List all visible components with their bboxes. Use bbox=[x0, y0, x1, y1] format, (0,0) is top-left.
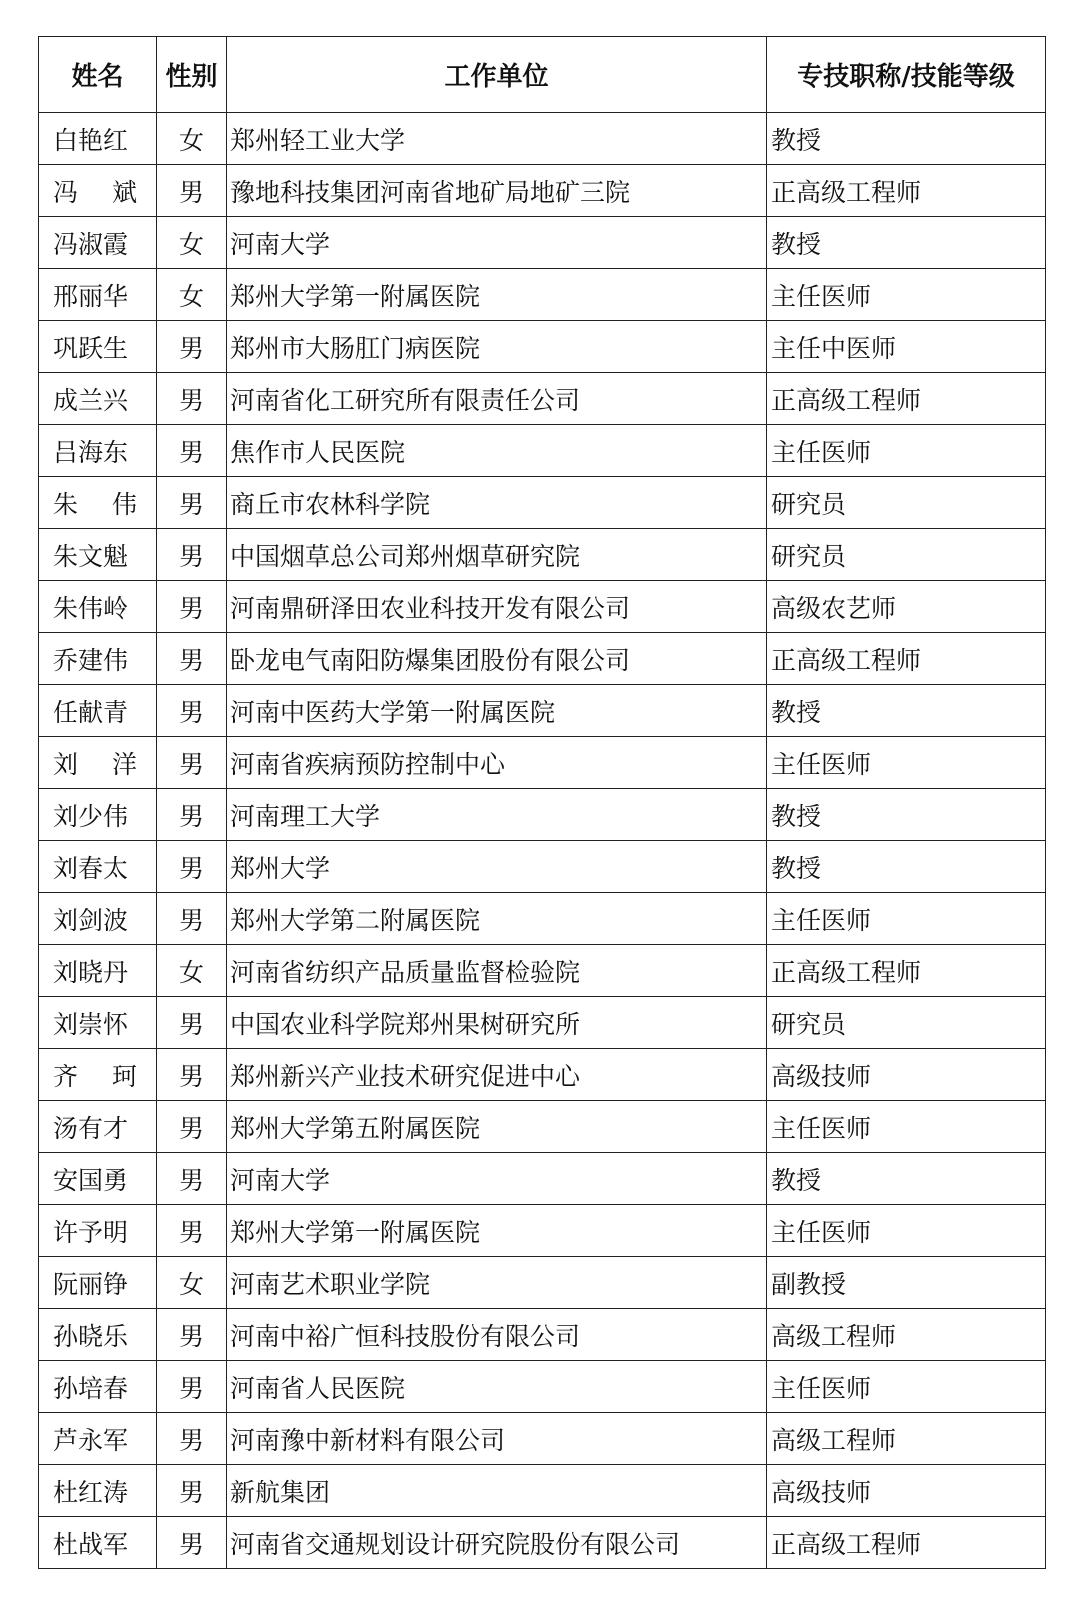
person-name: 刘剑波 bbox=[53, 905, 129, 935]
work-unit-cell: 郑州市大肠肛门病医院 bbox=[227, 321, 767, 373]
professional-title-cell: 正高级工程师 bbox=[767, 1517, 1046, 1569]
professional-title-cell: 高级技师 bbox=[767, 1465, 1046, 1517]
professional-title-cell: 主任医师 bbox=[767, 1101, 1046, 1153]
table-row bbox=[39, 373, 1046, 425]
table-row bbox=[39, 1101, 1046, 1153]
name-cell bbox=[39, 633, 157, 685]
name-cell bbox=[39, 841, 157, 893]
gender-cell: 男 bbox=[157, 1465, 227, 1517]
professional-title-cell: 研究员 bbox=[767, 529, 1046, 581]
table-row bbox=[39, 945, 1046, 997]
name-cell bbox=[39, 789, 157, 841]
person-name: 芦永军 bbox=[53, 1425, 129, 1455]
roster-table bbox=[38, 36, 1046, 1569]
gender-cell: 女 bbox=[157, 217, 227, 269]
work-unit-cell: 河南大学 bbox=[227, 217, 767, 269]
name-cell bbox=[39, 1049, 157, 1101]
person-name: 冯 斌 bbox=[53, 177, 137, 207]
person-name: 白艳红 bbox=[53, 125, 129, 155]
professional-title-cell: 高级技师 bbox=[767, 1049, 1046, 1101]
name-cell bbox=[39, 581, 157, 633]
name-cell bbox=[39, 945, 157, 997]
person-name: 许予明 bbox=[53, 1217, 129, 1247]
name-cell bbox=[39, 893, 157, 945]
professional-title-cell: 高级农艺师 bbox=[767, 581, 1046, 633]
name-cell bbox=[39, 165, 157, 217]
person-name: 朱 伟 bbox=[53, 489, 137, 519]
work-unit-cell: 河南大学 bbox=[227, 1153, 767, 1205]
gender-cell: 男 bbox=[157, 529, 227, 581]
professional-title-cell: 主任医师 bbox=[767, 269, 1046, 321]
gender-cell: 女 bbox=[157, 269, 227, 321]
table-row bbox=[39, 1309, 1046, 1361]
gender-cell: 男 bbox=[157, 685, 227, 737]
person-name: 齐 珂 bbox=[53, 1061, 137, 1091]
work-unit-cell: 河南豫中新材料有限公司 bbox=[227, 1413, 767, 1465]
header-name: 姓名 bbox=[39, 37, 157, 113]
person-name: 冯淑霞 bbox=[53, 229, 129, 259]
gender-cell: 男 bbox=[157, 477, 227, 529]
gender-cell: 男 bbox=[157, 997, 227, 1049]
professional-title-cell: 教授 bbox=[767, 113, 1046, 165]
professional-title-cell: 教授 bbox=[767, 789, 1046, 841]
work-unit-cell: 郑州大学第一附属医院 bbox=[227, 1205, 767, 1257]
professional-title-cell: 副教授 bbox=[767, 1257, 1046, 1309]
table-row bbox=[39, 1205, 1046, 1257]
professional-title-cell: 正高级工程师 bbox=[767, 633, 1046, 685]
work-unit-cell: 河南省交通规划设计研究院股份有限公司 bbox=[227, 1517, 767, 1569]
professional-title-cell: 教授 bbox=[767, 841, 1046, 893]
person-name: 巩跃生 bbox=[53, 333, 129, 363]
gender-cell: 男 bbox=[157, 373, 227, 425]
table-row bbox=[39, 269, 1046, 321]
person-name: 阮丽铮 bbox=[53, 1269, 129, 1299]
professional-title-cell: 教授 bbox=[767, 217, 1046, 269]
work-unit-cell: 郑州大学 bbox=[227, 841, 767, 893]
gender-cell: 男 bbox=[157, 737, 227, 789]
work-unit-cell: 河南省纺织产品质量监督检验院 bbox=[227, 945, 767, 997]
professional-title-cell: 教授 bbox=[767, 685, 1046, 737]
person-name: 乔建伟 bbox=[53, 645, 129, 675]
name-cell bbox=[39, 425, 157, 477]
gender-cell: 男 bbox=[157, 321, 227, 373]
work-unit-cell: 中国烟草总公司郑州烟草研究院 bbox=[227, 529, 767, 581]
name-cell bbox=[39, 373, 157, 425]
person-name: 刘崇怀 bbox=[53, 1009, 129, 1039]
table-row bbox=[39, 685, 1046, 737]
person-name: 杜战军 bbox=[53, 1529, 129, 1559]
table-row bbox=[39, 893, 1046, 945]
table-body bbox=[39, 113, 1046, 1569]
header-work-unit: 工作单位 bbox=[227, 37, 767, 113]
work-unit-cell: 郑州轻工业大学 bbox=[227, 113, 767, 165]
work-unit-cell: 豫地科技集团河南省地矿局地矿三院 bbox=[227, 165, 767, 217]
work-unit-cell: 河南省疾病预防控制中心 bbox=[227, 737, 767, 789]
work-unit-cell: 郑州大学第一附属医院 bbox=[227, 269, 767, 321]
professional-title-cell: 研究员 bbox=[767, 997, 1046, 1049]
person-name: 汤有才 bbox=[53, 1113, 129, 1143]
person-name: 孙培春 bbox=[53, 1373, 129, 1403]
work-unit-cell: 河南省化工研究所有限责任公司 bbox=[227, 373, 767, 425]
person-name: 成兰兴 bbox=[53, 385, 129, 415]
name-cell bbox=[39, 997, 157, 1049]
name-cell bbox=[39, 269, 157, 321]
gender-cell: 女 bbox=[157, 113, 227, 165]
table-row bbox=[39, 633, 1046, 685]
name-cell bbox=[39, 1153, 157, 1205]
name-cell bbox=[39, 1309, 157, 1361]
gender-cell: 男 bbox=[157, 893, 227, 945]
professional-title-cell: 正高级工程师 bbox=[767, 165, 1046, 217]
person-name: 吕海东 bbox=[53, 437, 129, 467]
person-name: 邢丽华 bbox=[53, 281, 129, 311]
professional-title-cell: 高级工程师 bbox=[767, 1309, 1046, 1361]
person-name: 刘少伟 bbox=[53, 801, 129, 831]
header-professional-title: 专技职称/技能等级 bbox=[767, 37, 1046, 113]
table-row bbox=[39, 789, 1046, 841]
table-row bbox=[39, 841, 1046, 893]
professional-title-cell: 主任医师 bbox=[767, 737, 1046, 789]
name-cell bbox=[39, 113, 157, 165]
gender-cell: 男 bbox=[157, 1361, 227, 1413]
name-cell bbox=[39, 321, 157, 373]
name-cell bbox=[39, 217, 157, 269]
name-cell bbox=[39, 685, 157, 737]
person-name: 刘春太 bbox=[53, 853, 129, 883]
table-row bbox=[39, 321, 1046, 373]
name-cell bbox=[39, 529, 157, 581]
table-row bbox=[39, 1413, 1046, 1465]
professional-title-cell: 主任医师 bbox=[767, 1205, 1046, 1257]
table-row bbox=[39, 1257, 1046, 1309]
gender-cell: 男 bbox=[157, 1205, 227, 1257]
person-name: 孙晓乐 bbox=[53, 1321, 129, 1351]
person-name: 朱伟岭 bbox=[53, 593, 129, 623]
table-row bbox=[39, 425, 1046, 477]
work-unit-cell: 卧龙电气南阳防爆集团股份有限公司 bbox=[227, 633, 767, 685]
professional-title-cell: 主任医师 bbox=[767, 1361, 1046, 1413]
gender-cell: 男 bbox=[157, 841, 227, 893]
name-cell bbox=[39, 1517, 157, 1569]
name-cell bbox=[39, 1205, 157, 1257]
work-unit-cell: 新航集团 bbox=[227, 1465, 767, 1517]
name-cell bbox=[39, 1465, 157, 1517]
table-row bbox=[39, 1153, 1046, 1205]
work-unit-cell: 焦作市人民医院 bbox=[227, 425, 767, 477]
gender-cell: 男 bbox=[157, 1309, 227, 1361]
person-name: 刘晓丹 bbox=[53, 957, 129, 987]
professional-title-cell: 高级工程师 bbox=[767, 1413, 1046, 1465]
person-name: 朱文魁 bbox=[53, 541, 129, 571]
table-row bbox=[39, 1517, 1046, 1569]
name-cell bbox=[39, 1101, 157, 1153]
table-row bbox=[39, 477, 1046, 529]
gender-cell: 男 bbox=[157, 1413, 227, 1465]
table-row bbox=[39, 581, 1046, 633]
professional-title-cell: 主任中医师 bbox=[767, 321, 1046, 373]
table-row bbox=[39, 529, 1046, 581]
table-row bbox=[39, 217, 1046, 269]
professional-title-cell: 正高级工程师 bbox=[767, 373, 1046, 425]
work-unit-cell: 商丘市农林科学院 bbox=[227, 477, 767, 529]
work-unit-cell: 郑州大学第五附属医院 bbox=[227, 1101, 767, 1153]
professional-title-cell: 研究员 bbox=[767, 477, 1046, 529]
work-unit-cell: 河南理工大学 bbox=[227, 789, 767, 841]
name-cell bbox=[39, 1257, 157, 1309]
gender-cell: 男 bbox=[157, 1153, 227, 1205]
table-row bbox=[39, 1361, 1046, 1413]
table-row bbox=[39, 1465, 1046, 1517]
work-unit-cell: 河南中裕广恒科技股份有限公司 bbox=[227, 1309, 767, 1361]
gender-cell: 男 bbox=[157, 425, 227, 477]
name-cell bbox=[39, 737, 157, 789]
work-unit-cell: 中国农业科学院郑州果树研究所 bbox=[227, 997, 767, 1049]
person-name: 任献青 bbox=[53, 697, 129, 727]
gender-cell: 男 bbox=[157, 633, 227, 685]
professional-title-cell: 主任医师 bbox=[767, 893, 1046, 945]
name-cell bbox=[39, 1361, 157, 1413]
work-unit-cell: 河南鼎研泽田农业科技开发有限公司 bbox=[227, 581, 767, 633]
gender-cell: 男 bbox=[157, 1101, 227, 1153]
professional-title-cell: 教授 bbox=[767, 1153, 1046, 1205]
work-unit-cell: 河南艺术职业学院 bbox=[227, 1257, 767, 1309]
gender-cell: 男 bbox=[157, 165, 227, 217]
table-row bbox=[39, 737, 1046, 789]
professional-title-cell: 主任医师 bbox=[767, 425, 1046, 477]
person-name: 杜红涛 bbox=[53, 1477, 129, 1507]
table-row bbox=[39, 165, 1046, 217]
work-unit-cell: 河南中医药大学第一附属医院 bbox=[227, 685, 767, 737]
gender-cell: 男 bbox=[157, 1517, 227, 1569]
person-name: 安国勇 bbox=[53, 1165, 129, 1195]
gender-cell: 男 bbox=[157, 1049, 227, 1101]
table-row bbox=[39, 113, 1046, 165]
table-header-row bbox=[39, 37, 1046, 113]
table-row bbox=[39, 1049, 1046, 1101]
header-gender: 性别 bbox=[157, 37, 227, 113]
work-unit-cell: 郑州新兴产业技术研究促进中心 bbox=[227, 1049, 767, 1101]
gender-cell: 男 bbox=[157, 789, 227, 841]
person-name: 刘 洋 bbox=[53, 749, 137, 779]
name-cell bbox=[39, 1413, 157, 1465]
professional-title-cell: 正高级工程师 bbox=[767, 945, 1046, 997]
gender-cell: 女 bbox=[157, 945, 227, 997]
gender-cell: 男 bbox=[157, 581, 227, 633]
work-unit-cell: 郑州大学第二附属医院 bbox=[227, 893, 767, 945]
gender-cell: 女 bbox=[157, 1257, 227, 1309]
name-cell bbox=[39, 477, 157, 529]
table-row bbox=[39, 997, 1046, 1049]
work-unit-cell: 河南省人民医院 bbox=[227, 1361, 767, 1413]
